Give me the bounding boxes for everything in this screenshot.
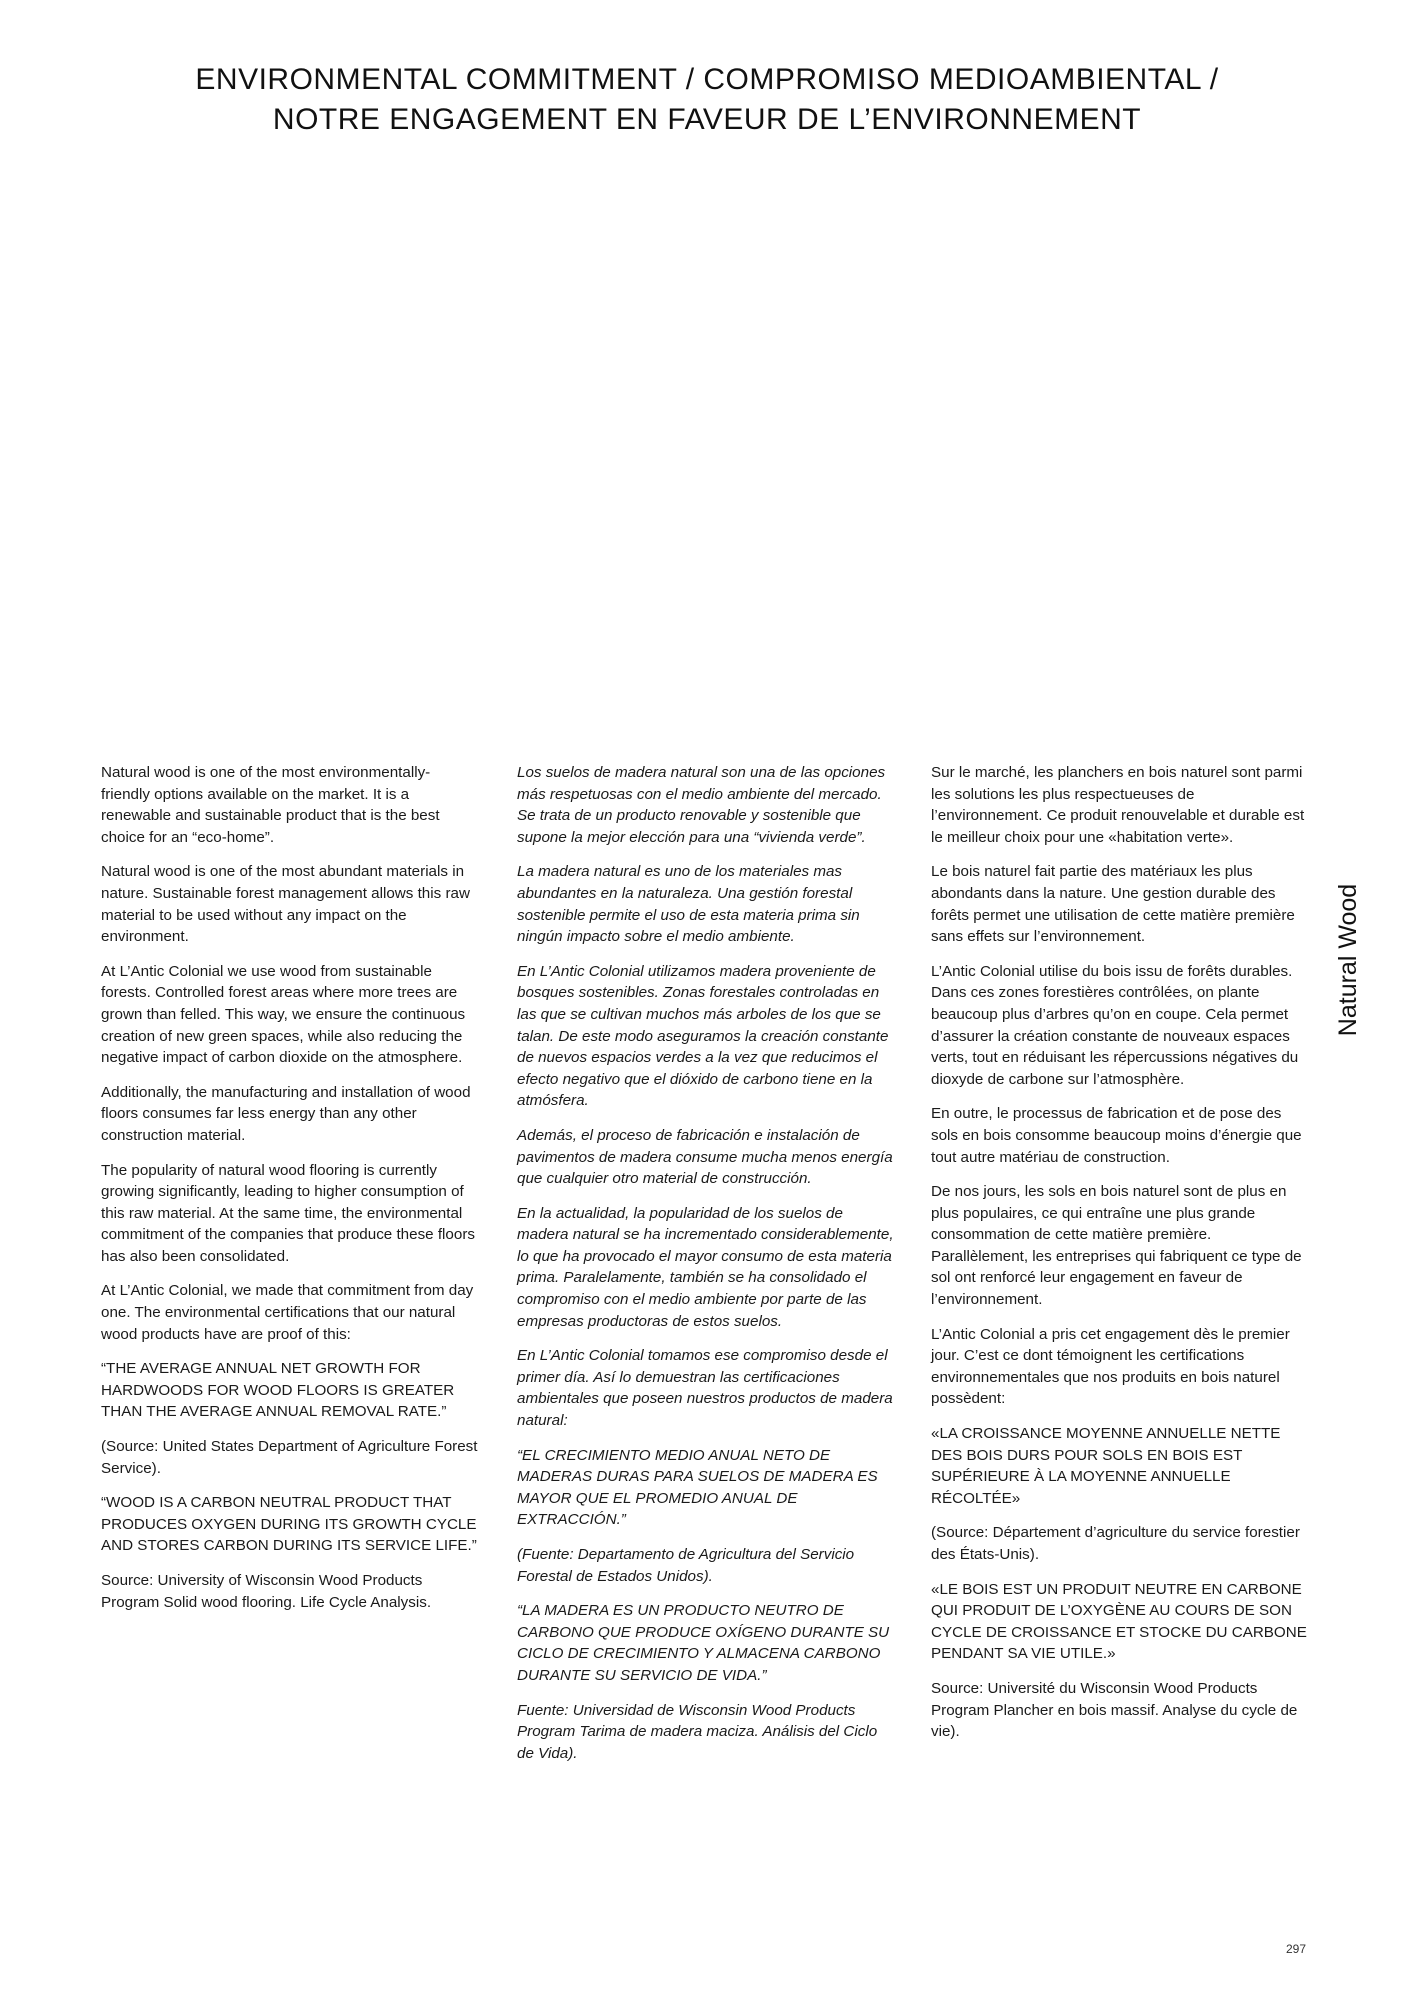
paragraph: L’Antic Colonial a pris cet engagement dès le premier jour. C’est ce dont témoignent les certifications environnementales que nos produits en bois naturel possèdent: bbox=[931, 1325, 1290, 1408]
paragraph: La madera natural es uno de los materiales mas abundantes en la naturaleza. Una gestión forestal sostenible permite el uso de esta materia prima sin ningún impacto sobre el medio ambiente. bbox=[517, 863, 860, 946]
page-number: 297 bbox=[1286, 1942, 1307, 1956]
source-citation: (Source: Département d’agriculture du service forestier des États-Unis). bbox=[931, 1524, 1300, 1563]
source-citation: Source: University of Wisconsin Wood Products Program Solid wood flooring. Life Cycle Analysis. bbox=[101, 1572, 432, 1611]
paragraph: At L’Antic Colonial, we made that commitment from day one. The environmental certifications that our natural wood products have are proof of this: bbox=[101, 1282, 474, 1343]
quote: “THE AVERAGE ANNUAL NET GROWTH FOR HARDWOODS FOR WOOD FLOORS IS GREATER THAN THE AVERAGE ANNUAL REMOVAL RATE.” bbox=[101, 1360, 455, 1421]
paragraph: Le bois naturel fait partie des matériaux les plus abondants dans la nature. Une gestion durable des forêts permet une utilisation de cette matière première sans effets sur l’environnement. bbox=[931, 863, 1295, 946]
page-title bbox=[0, 60, 1414, 140]
source-citation: (Fuente: Departamento de Agricultura del Servicio Forestal de Estados Unidos). bbox=[517, 1546, 855, 1585]
page-title-line-2: NOTRE ENGAGEMENT EN FAVEUR DE L’ENVIRONNEMENT bbox=[272, 103, 1142, 136]
paragraph: Additionally, the manufacturing and installation of wood floors consumes far less energy than any other construction material. bbox=[101, 1083, 471, 1144]
quote: “EL CRECIMIENTO MEDIO ANUAL NETO DE MADERAS DURAS PARA SUELOS DE MADERA ES MAYOR QUE EL PROMEDIO ANUAL DE EXTRACCIÓN.” bbox=[517, 1446, 878, 1529]
section-side-tab: Natural Wood bbox=[1334, 883, 1362, 1037]
paragraph: L’Antic Colonial utilise du bois issu de forêts durables. Dans ces zones forestières contrôlées, on plante beaucoup plus d’arbres qu’on en coupe. Cela permet d’assurer la création constante de nouveaux espaces verts, tout en réduisant les répercussions négatives du dioxyde de carbone sur l’atmosphère. bbox=[931, 962, 1299, 1088]
paragraph: Además, el proceso de fabricación e instalación de pavimentos de madera consume mucha menos energía que cualquier otro material de construcción. bbox=[517, 1126, 893, 1188]
quote: “LA MADERA ES UN PRODUCTO NEUTRO DE CARBONO QUE PRODUCE OXÍGENO DURANTE SU CICLO DE CRECIMIENTO Y ALMACENA CARBONO DURANTE SU SERVICIO DE VIDA.” bbox=[517, 1602, 890, 1684]
paragraph: De nos jours, les sols en bois naturel sont de plus en plus populaires, ce qui entraîne une plus grande consommation de cette matière première. Parallèlement, les entreprises qui fabriquent ce type de sol ont renforcé leur engagement en faveur de l’environnement. bbox=[931, 1183, 1302, 1309]
paragraph: Los suelos de madera natural son una de las opciones más respetuosas con el medio ambiente del mercado. Se trata de un producto renovable y sostenible que supone la mejor elección para una “vivienda verde”. bbox=[517, 764, 886, 846]
paragraph: Natural wood is one of the most abundant materials in nature. Sustainable forest management allows this raw material to be used without any impact on the environment. bbox=[101, 863, 470, 946]
spanish-column bbox=[517, 762, 895, 1777]
paragraph: En L’Antic Colonial utilizamos madera proveniente de bosques sostenibles. Zonas forestales controladas en las que se cultivan muchos más arboles de los que se talan. De este modo aseguramos la creación constante de nuevos espacios verdes a la vez que reducimos el efecto negativo que el dióxido de carbono tiene en la atmósfera. bbox=[517, 962, 889, 1110]
french-column bbox=[931, 762, 1309, 1756]
quote: “WOOD IS A CARBON NEUTRAL PRODUCT THAT PRODUCES OXYGEN DURING ITS GROWTH CYCLE AND STORES CARBON DURING ITS SERVICE LIFE.” bbox=[101, 1494, 477, 1555]
source-citation: (Source: United States Department of Agriculture Forest Service). bbox=[101, 1438, 478, 1477]
quote: «LE BOIS EST UN PRODUIT NEUTRE EN CARBONE QUI PRODUIT DE L’OXYGÈNE AU COURS DE SON CYCLE DE CROISSANCE ET STOCKE DU CARBONE PENDANT SA VIE UTILE.» bbox=[931, 1580, 1307, 1663]
paragraph: En outre, le processus de fabrication et de pose des sols en bois consomme beaucoup moins d’énergie que tout autre matériau de construction. bbox=[931, 1105, 1302, 1166]
source-citation: Fuente: Universidad de Wisconsin Wood Products Program Tarima de madera maciza. Análisis del Ciclo de Vida). bbox=[517, 1701, 878, 1762]
paragraph: At L’Antic Colonial we use wood from sustainable forests. Controlled forest areas where more trees are grown than felled. This way, we ensure the continuous creation of new green spaces, while also reducing the negative impact of carbon dioxide on the atmosphere. bbox=[101, 962, 466, 1067]
page-title-line-1: ENVIRONMENTAL COMMITMENT / COMPROMISO MEDIOAMBIENTAL / bbox=[195, 63, 1219, 96]
paragraph: Natural wood is one of the most environmentally-friendly options available on the market. It is a renewable and sustainable product that is the best choice for an “eco-home”. bbox=[101, 764, 440, 846]
paragraph: En la actualidad, la popularidad de los suelos de madera natural se ha incrementado considerablemente, lo que ha provocado el mayor consumo de esta materia prima. Paralelamente, también se ha consolidado el compromiso con el medio ambiente por parte de las empresas productoras de estos suelos. bbox=[517, 1204, 894, 1330]
source-citation: Source: Université du Wisconsin Wood Products Program Plancher en bois massif. Analyse du cycle de vie). bbox=[931, 1679, 1298, 1741]
paragraph: En L’Antic Colonial tomamos ese compromiso desde el primer día. Así lo demuestran las certificaciones ambientales que poseen nuestros productos de madera natural: bbox=[517, 1347, 893, 1430]
paragraph: The popularity of natural wood flooring is currently growing significantly, leading to higher consumption of this raw material. At the same time, the environmental commitment of the companies that produce these floors has also been consolidated. bbox=[101, 1161, 475, 1265]
quote: «LA CROISSANCE MOYENNE ANNUELLE NETTE DES BOIS DURS POUR SOLS EN BOIS EST SUPÉRIEURE À LA MOYENNE ANNUELLE RÉCOLTÉE» bbox=[931, 1425, 1281, 1507]
english-column bbox=[101, 762, 479, 1626]
paragraph: Sur le marché, les planchers en bois naturel sont parmi les solutions les plus respectueuses de l’environnement. Ce produit renouvelable et durable est le meilleur choix pour une «habitation verte». bbox=[931, 764, 1305, 846]
